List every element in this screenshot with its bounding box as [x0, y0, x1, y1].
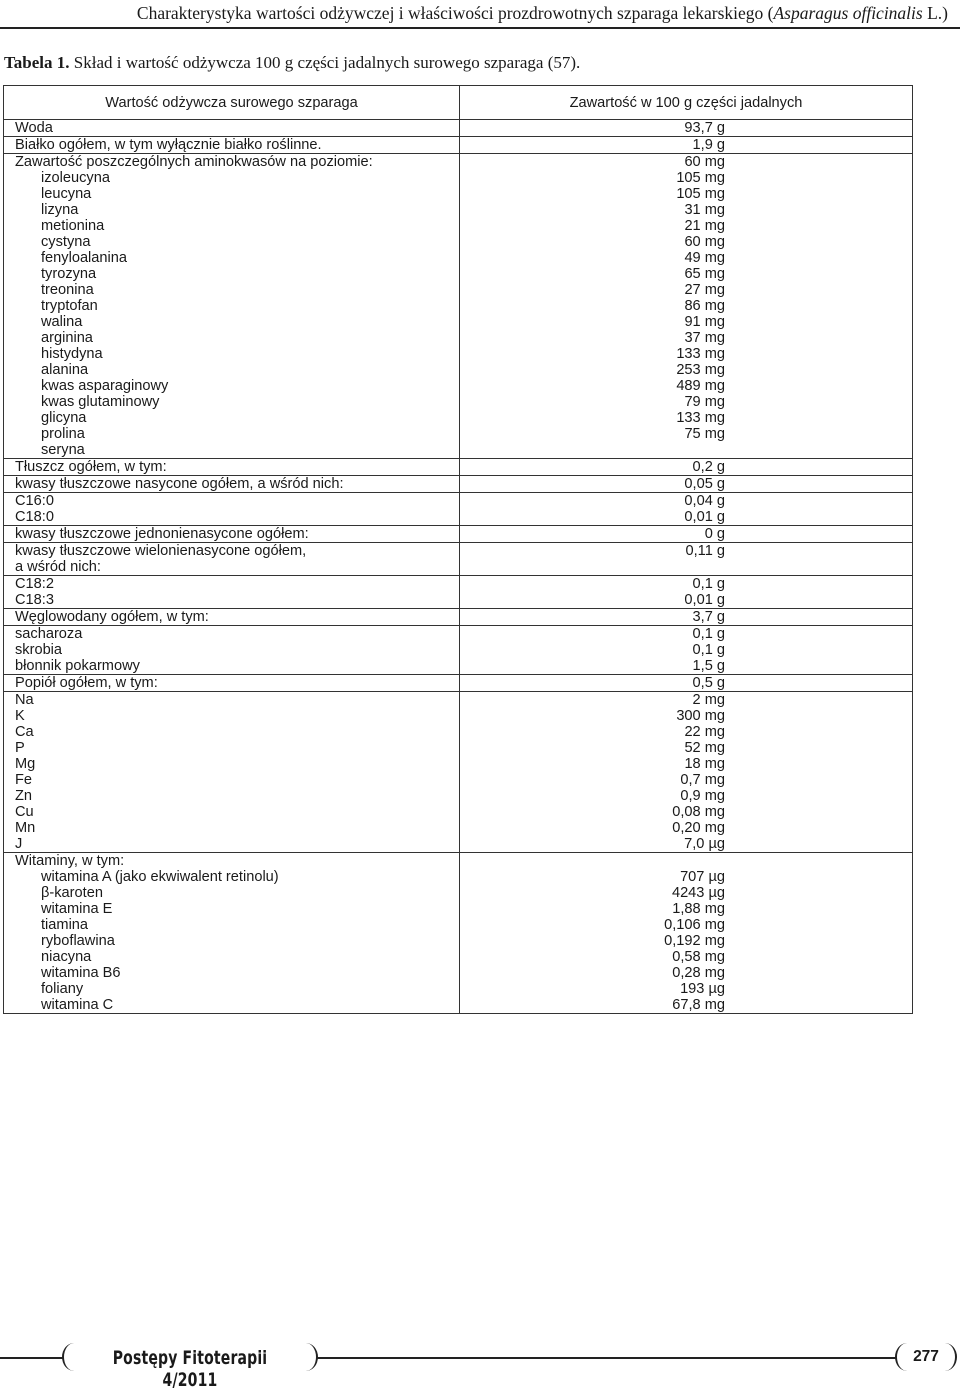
- table-row: [4, 476, 913, 493]
- footer-rule-middle: [316, 1357, 897, 1359]
- nutrient-label: błonnik pokarmowy: [15, 658, 140, 674]
- value-cell: [460, 493, 913, 526]
- nutrient-cell: [4, 120, 460, 137]
- table-row: [4, 493, 913, 526]
- footer-rule-left: [0, 1357, 64, 1359]
- nutrient-cell: [4, 609, 460, 626]
- table-row: [4, 626, 913, 675]
- nutrient-label: Białko ogółem, w tym wyłącznie białko roślinne.: [15, 137, 322, 153]
- nutrient-value: 2 mg: [692, 692, 725, 708]
- value-cell: [460, 154, 913, 459]
- nutrient-sublabel: metionina: [41, 218, 105, 234]
- nutrient-label: sacharoza: [15, 626, 83, 642]
- table-row: [4, 853, 913, 1014]
- nutrient-value: 65 mg: [684, 266, 725, 282]
- nutrient-cell: [4, 137, 460, 154]
- table-caption-label: Tabela 1.: [4, 53, 70, 72]
- nutrient-label: Zawartość poszczególnych aminokwasów na poziomie:: [15, 154, 373, 170]
- nutrient-cell: [4, 576, 460, 609]
- nutrient-value: 4243 µg: [671, 885, 725, 901]
- nutrient-value: 7,0 µg: [684, 836, 725, 852]
- nutrient-value: 93,7 g: [684, 120, 725, 136]
- nutrient-sublabel: leucyna: [41, 186, 92, 202]
- nutrient-sublabel: β-karoten: [41, 885, 103, 901]
- nutrient-sublabel: glicyna: [41, 410, 87, 426]
- nutrient-sublabel: witamina A (jako ekwiwalent retinolu): [41, 869, 279, 885]
- nutrient-value: 22 mg: [684, 724, 725, 740]
- table-row: [4, 120, 913, 137]
- nutrient-sublabel: seryna: [41, 442, 85, 458]
- nutrient-label: C18:3: [15, 592, 54, 608]
- nutrient-label: Fe: [15, 772, 33, 788]
- nutrient-value: 67,8 mg: [672, 997, 725, 1013]
- nutrient-value: 0,1 g: [692, 626, 725, 642]
- nutrient-sublabel: izoleucyna: [41, 170, 110, 186]
- nutrient-cell: [4, 543, 460, 576]
- table-row: [4, 154, 913, 459]
- nutrient-value: 49 mg: [684, 250, 725, 266]
- nutrient-value: 0,106 mg: [664, 917, 725, 933]
- nutrient-value: 253 mg: [676, 362, 725, 378]
- nutrient-value: 0,5 g: [692, 675, 725, 691]
- nutrient-label: Mn: [15, 820, 36, 836]
- nutrient-value: 1,5 g: [692, 658, 725, 674]
- value-cell: [460, 137, 913, 154]
- table-body: [4, 120, 913, 1014]
- nutrient-value: 0,01 g: [684, 592, 725, 608]
- nutrient-value: 300 mg: [676, 708, 725, 724]
- nutrient-value: 0,11 g: [685, 543, 725, 559]
- nutrient-value: 0,28 mg: [672, 965, 725, 981]
- nutrient-value: 3,7 g: [692, 609, 725, 625]
- nutrient-value: 0,08 mg: [672, 804, 725, 820]
- nutrient-value: 86 mg: [684, 298, 725, 314]
- nutrient-cell: [4, 626, 460, 675]
- nutrient-sublabel: arginina: [41, 330, 93, 346]
- value-cell: [460, 609, 913, 626]
- nutrient-label: C18:0: [15, 509, 54, 525]
- nutrient-label: K: [15, 708, 25, 724]
- nutrient-value: 52 mg: [684, 740, 725, 756]
- nutrient-value: 37 mg: [684, 330, 725, 346]
- nutrient-cell: [4, 692, 460, 853]
- nutrient-sublabel: treonina: [41, 282, 94, 298]
- nutrient-cell: [4, 526, 460, 543]
- nutrient-value: 91 mg: [684, 314, 725, 330]
- nutrient-value: 0,2 g: [692, 459, 725, 475]
- nutrient-sublabel: lizyna: [41, 202, 79, 218]
- table-caption: [4, 52, 580, 74]
- nutrient-value: 0 g: [704, 526, 725, 542]
- nutrient-label: Zn: [15, 788, 33, 804]
- nutrient-value: 489 mg: [676, 378, 725, 394]
- nutrient-value: 707 µg: [680, 869, 725, 885]
- nutrient-sublabel: alanina: [41, 362, 89, 378]
- nutrient-value: 0,01 g: [684, 509, 725, 525]
- running-head: [48, 2, 948, 24]
- nutrient-cell: [4, 154, 460, 459]
- nutrient-value: [460, 853, 725, 869]
- nutrient-sublabel: niacyna: [41, 949, 92, 965]
- nutrient-value: 21 mg: [684, 218, 725, 234]
- nutrition-table: [3, 85, 913, 1014]
- nutrient-label: Woda: [15, 120, 53, 136]
- table-row: [4, 543, 913, 576]
- page-footer: [0, 1340, 960, 1391]
- table-caption-text: Skład i wartość odżywcza 100 g części jadalnych surowego szparaga (57).: [69, 53, 581, 72]
- journal-name: Postępy Fitoterapii 4/2011: [112, 1347, 268, 1391]
- nutrient-sublabel: ryboflawina: [41, 933, 115, 949]
- table-row: [4, 609, 913, 626]
- nutrient-value: 0,58 mg: [672, 949, 725, 965]
- nutrient-value: 0,192 mg: [664, 933, 725, 949]
- value-cell: [460, 692, 913, 853]
- nutrient-value: 75 mg: [684, 426, 725, 442]
- nutrient-sublabel: histydyna: [41, 346, 103, 362]
- nutrient-value: 1,88 mg: [672, 901, 725, 917]
- nutrient-value: 18 mg: [684, 756, 725, 772]
- value-cell: [460, 543, 913, 576]
- nutrient-value: 105 mg: [676, 186, 725, 202]
- running-head-text: Charakterystyka wartości odżywczej i właściwości prozdrowotnych szparaga lekarskiego (: [136, 3, 774, 23]
- running-head-tail: L.): [922, 3, 948, 23]
- nutrient-value: 0,20 mg: [672, 820, 725, 836]
- nutrient-sublabel: foliany: [41, 981, 84, 997]
- nutrient-sublabel: kwas asparaginowy: [41, 378, 169, 394]
- value-cell: [460, 526, 913, 543]
- nutrient-sublabel: prolina: [41, 426, 85, 442]
- nutrient-sublabel: kwas glutaminowy: [41, 394, 160, 410]
- nutrient-label: kwasy tłuszczowe wielonienasycone ogółem,: [15, 543, 307, 559]
- nutrient-label: C18:2: [15, 576, 54, 592]
- nutrient-value: 1,9 g: [692, 137, 725, 153]
- value-cell: [460, 675, 913, 692]
- nutrient-label: Na: [15, 692, 34, 708]
- nutrient-value: 133 mg: [676, 410, 725, 426]
- header-rule: [0, 27, 960, 29]
- nutrient-value: 60 mg: [684, 154, 725, 170]
- table-row: [4, 692, 913, 853]
- nutrient-value: 0,1 g: [692, 642, 725, 658]
- nutrient-sublabel: fenyloalanina: [41, 250, 128, 266]
- nutrient-value: 0,7 mg: [680, 772, 725, 788]
- nutrient-sublabel: walina: [41, 314, 83, 330]
- table-row: [4, 526, 913, 543]
- nutrient-value: 193 µg: [680, 981, 725, 997]
- nutrient-sublabel: tryptofan: [41, 298, 98, 314]
- nutrient-cell: [4, 493, 460, 526]
- nutrient-label: skrobia: [15, 642, 63, 658]
- nutrient-value: 0,1 g: [692, 576, 725, 592]
- nutrient-sublabel: tiamina: [41, 917, 89, 933]
- nutrient-value: 31 mg: [684, 202, 725, 218]
- table-row: [4, 137, 913, 154]
- nutrient-label: kwasy tłuszczowe jednonienasycone ogółem:: [15, 526, 309, 542]
- nutrient-sublabel: tyrozyna: [41, 266, 97, 282]
- nutrient-label: Ca: [15, 724, 34, 740]
- page-number: 277: [913, 1348, 939, 1365]
- nutrient-label: Popiół ogółem, w tym:: [15, 675, 158, 691]
- nutrient-label: kwasy tłuszczowe nasycone ogółem, a wśród nich:: [15, 476, 344, 492]
- value-cell: [460, 120, 913, 137]
- nutrient-cell: [4, 459, 460, 476]
- nutrient-value: 0,9 mg: [680, 788, 725, 804]
- nutrient-cell: [4, 675, 460, 692]
- nutrient-cell: [4, 853, 460, 1014]
- value-cell: [460, 459, 913, 476]
- nutrient-label: C16:0: [15, 493, 54, 509]
- nutrient-label: Mg: [15, 756, 36, 772]
- value-cell: [460, 476, 913, 493]
- table-header-row: [4, 86, 913, 120]
- nutrient-label: Witaminy, w tym:: [15, 853, 125, 869]
- nutrient-value: 60 mg: [684, 234, 725, 250]
- value-cell: [460, 853, 913, 1014]
- header-content: Zawartość w 100 g części jadalnych: [460, 86, 913, 120]
- nutrient-sublabel: cystyna: [41, 234, 91, 250]
- nutrient-label: Węglowodany ogółem, w tym:: [15, 609, 209, 625]
- nutrient-cell: [4, 476, 460, 493]
- nutrient-label: a wśród nich:: [15, 559, 101, 575]
- nutrient-label: Tłuszcz ogółem, w tym:: [15, 459, 167, 475]
- nutrient-value: 105 mg: [676, 170, 725, 186]
- table-row: [4, 576, 913, 609]
- nutrient-value: 79 mg: [684, 394, 725, 410]
- nutrient-value: 0,05 g: [684, 476, 725, 492]
- nutrient-value: 0,04 g: [684, 493, 725, 509]
- header-nutrient: Wartość odżywcza surowego szparaga: [4, 86, 460, 120]
- value-cell: [460, 576, 913, 609]
- nutrient-label: P: [15, 740, 25, 756]
- nutrient-value: 27 mg: [684, 282, 725, 298]
- value-cell: [460, 626, 913, 675]
- nutrient-sublabel: witamina E: [41, 901, 113, 917]
- nutrient-value: 133 mg: [676, 346, 725, 362]
- nutrient-label: Cu: [15, 804, 34, 820]
- table-row: [4, 675, 913, 692]
- nutrient-sublabel: witamina B6: [41, 965, 121, 981]
- running-head-latin: Asparagus officinalis: [773, 3, 923, 23]
- nutrient-sublabel: witamina C: [41, 997, 114, 1013]
- nutrient-label: J: [15, 836, 23, 852]
- table-row: [4, 459, 913, 476]
